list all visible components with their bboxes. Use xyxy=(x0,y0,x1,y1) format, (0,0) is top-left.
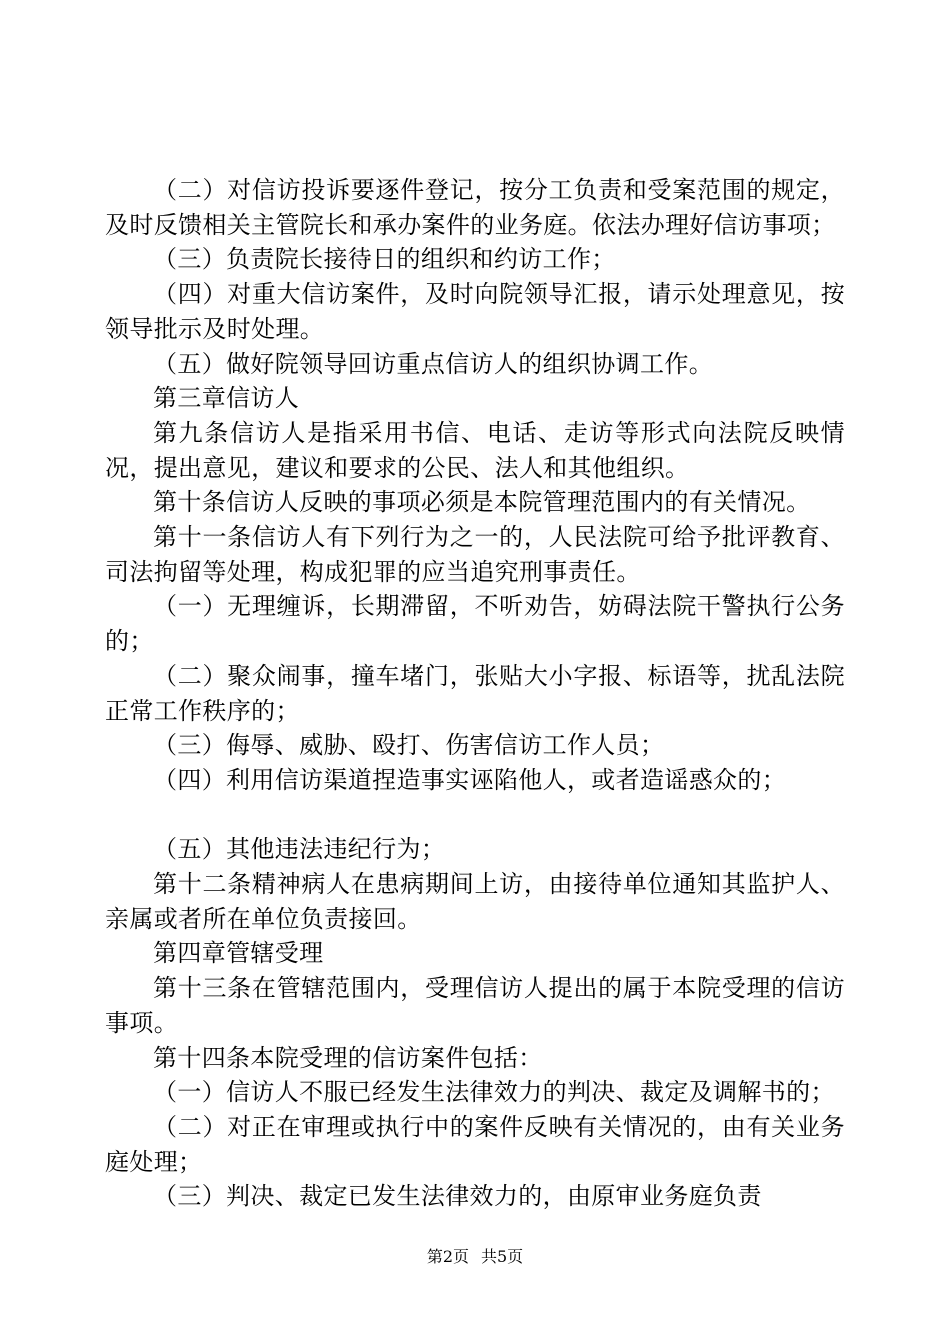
paragraph: （五）其他违法违纪行为； xyxy=(153,835,446,864)
article-paragraph: 第十四条本院受理的信访案件包括： xyxy=(153,1043,543,1072)
article-paragraph: 第九条信访人是指采用书信、电话、走访等形式向法院反映情况，提出意见，建议和要求的公民、法人和其他组织。 xyxy=(105,418,845,482)
document-body xyxy=(105,173,845,1214)
paragraph: （三）判决、裁定已发生法律效力的，由原审业务庭负责 xyxy=(153,1182,762,1211)
paragraph: （五）做好院领导回访重点信访人的组织协调工作。 xyxy=(153,349,714,378)
article-paragraph: 第十二条精神病人在患病期间上访，由接待单位通知其监护人、亲属或者所在单位负责接回。 xyxy=(105,870,845,933)
paragraph: （四）对重大信访案件，及时向院领导汇报，请示处理意见，按领导批示及时处理。 xyxy=(105,280,845,343)
paragraph: （一）无理缠诉，长期滞留，不听劝告，妨碍法院干警执行公务的； xyxy=(105,592,845,656)
article-paragraph: 第十三条在管辖范围内，受理信访人提出的属于本院受理的信访事项。 xyxy=(105,974,845,1037)
paragraph: （二）对信访投诉要逐件登记，按分工负责和受案范围的规定，及时反馈相关主管院长和承办案件的业务庭。依法办理好信访事项； xyxy=(105,176,845,239)
page-total: 共5页 xyxy=(481,1247,524,1266)
paragraph: （一）信访人不服已经发生法律效力的判决、裁定及调解书的； xyxy=(153,1078,835,1107)
chapter-heading: 第四章管辖受理 xyxy=(153,939,324,968)
paragraph: （三）负责院长接待日的组织和约访工作； xyxy=(153,245,616,274)
paragraph: （四）利用信访渠道捏造事实诬陷他人，或者造谣惑众的； xyxy=(153,765,787,794)
article-paragraph: 第十条信访人反映的事项必须是本院管理范围内的有关情况。 xyxy=(153,488,811,517)
page-number: 第2页 xyxy=(426,1247,469,1266)
article-paragraph: 第十一条信访人有下列行为之一的，人民法院可给予批评教育、司法拘留等处理，构成犯罪的应当追究刑事责任。 xyxy=(105,523,845,586)
paragraph: （三）侮辱、威胁、殴打、伤害信访工作人员； xyxy=(153,731,665,760)
paragraph: （二）对正在审理或执行中的案件反映有关情况的，由有关业务庭处理； xyxy=(105,1112,845,1176)
paragraph: （二）聚众闹事，撞车堵门，张贴大小字报、标语等，扰乱法院正常工作秩序的； xyxy=(105,661,845,725)
page-footer xyxy=(0,1244,950,1267)
chapter-heading: 第三章信访人 xyxy=(153,384,300,413)
